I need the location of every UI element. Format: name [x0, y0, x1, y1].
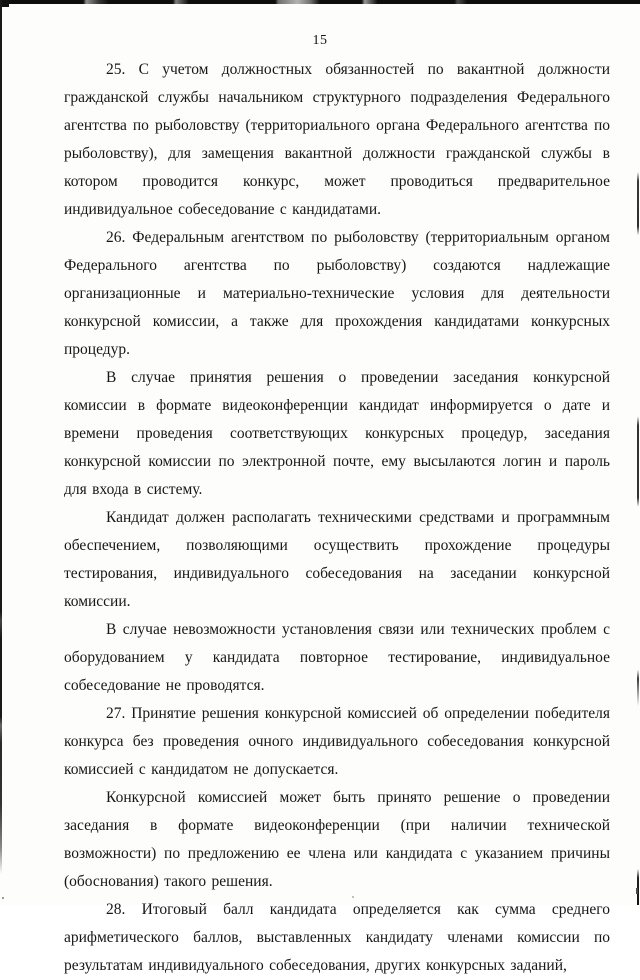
scan-edge-left: [0, 0, 2, 874]
paragraph-28: 28. Итоговый балл кандидата определяется как сумма среднего арифметического баллов, выставленных кандидату членами комиссии по результатам индивидуального собеседования, других конкурсных заданий,: [64, 901, 610, 974]
page-number: 15: [312, 33, 328, 48]
paragraph-26: 26. Федеральным агентством по рыболовству (территориальным органом Федерального агентства по рыболовству) создаются надлежащие организационные и материально-технические условия для деятельности конкурсной комиссии, а также для прохождения кандидатами конкурсных процедур.: [64, 229, 610, 358]
scan-edge-right: [637, 0, 639, 905]
paragraph-26-technical-means: Кандидат должен располагать техническими средствами и программным обеспечением, позволяющими осуществить прохождение процедуры тестирования, индивидуального собеседования на заседании конкурсной комиссии.: [64, 509, 610, 610]
document-body: [64, 56, 610, 980]
paragraph-26-connection-failure: В случае невозможности установления связи или технических проблем с оборудованием у кандидата повторное тестирование, индивидуальное собеседование не проводятся.: [64, 621, 610, 694]
scan-speck: [2, 897, 4, 899]
paragraph-25: 25. С учетом должностных обязанностей по вакантной должности гражданской службы начальником структурного подразделения Федерального агентства по рыболовству (территориального органа Федерального агентства по рыболовству), для замещения вакантной должности гражданской службы в котором проводится конкурс, может проводиться предварительное индивидуальное собеседование с кандидатами.: [64, 61, 610, 218]
paragraph-27-commission-decision: Конкурсной комиссией может быть принято решение о проведении заседания в формате видеоконференции (при наличии технической возможности) по предложению ее члена или кандидата с указанием причины (обоснования) такого решения.: [64, 789, 610, 890]
paragraph-26-videoconference: В случае принятия решения о проведении заседания конкурсной комиссии в формате видеоконференции кандидат информируется о дате и времени проведения соответствующих конкурсных процедур, заседания конкурсной комиссии по электронной почте, ему высылаются логин и пароль для входа в систему.: [64, 369, 610, 498]
scan-edge-top: [0, 0, 640, 4]
paragraph-27: 27. Принятие решения конкурсной комиссией об определении победителя конкурса без проведения очного индивидуального собеседования конкурсной комиссией с кандидатом не допускается.: [64, 705, 610, 778]
scan-speck: [636, 888, 638, 894]
